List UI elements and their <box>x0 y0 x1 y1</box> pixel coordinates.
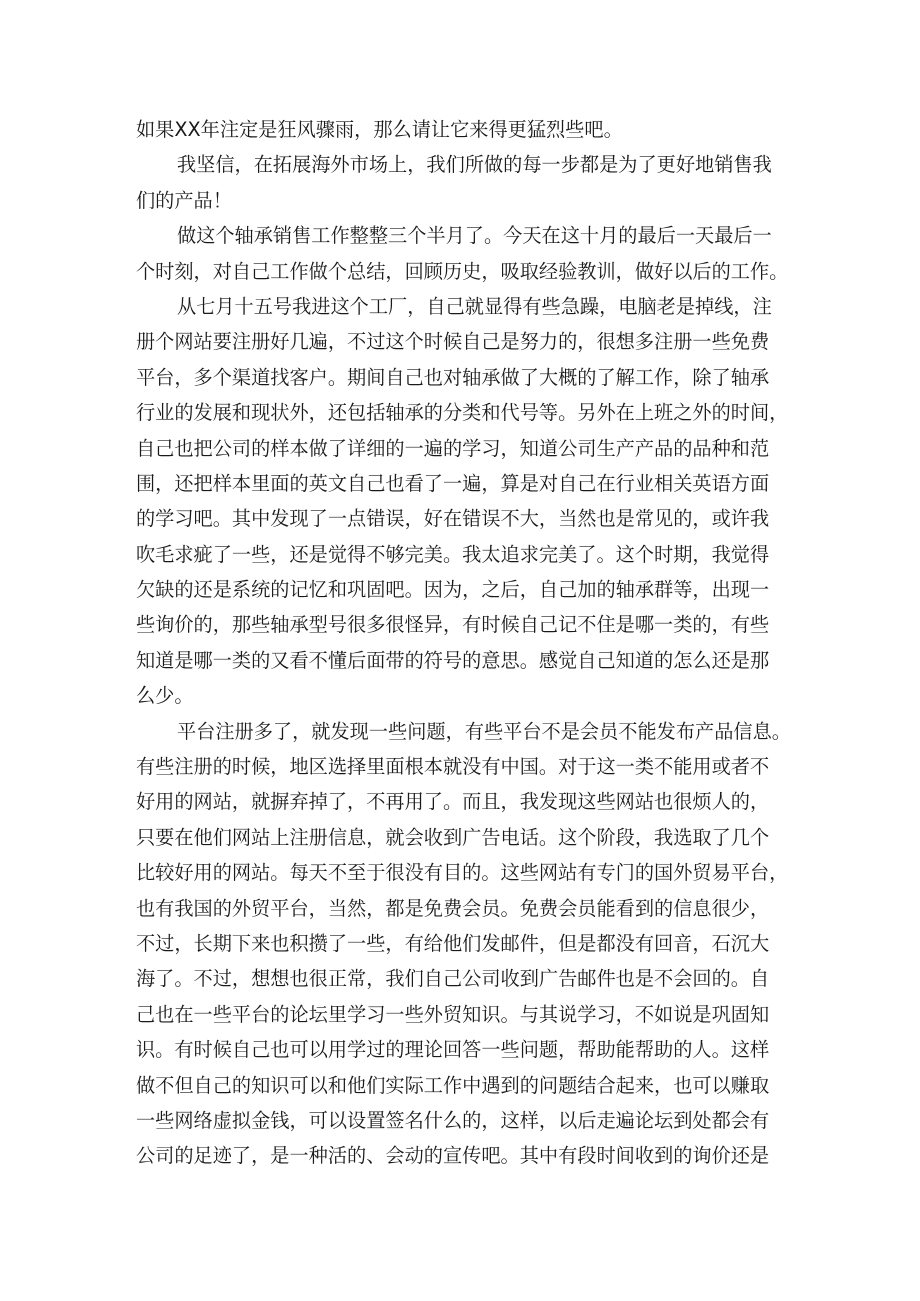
paragraph-5 <box>136 714 796 1174</box>
text-line: 海了。不过，想想也很正常，我们自己公司收到广告邮件也是不会回的。自 <box>136 967 770 991</box>
text-line: 的学习吧。其中发现了一点错误，好在错误不大，当然也是常见的，或许我 <box>136 507 770 531</box>
text-line: 个时刻，对自己工作做个总结，回顾历史，吸取经验教训，做好以后的工作。 <box>136 259 789 283</box>
text-line: 么少。 <box>136 684 194 708</box>
text-line: 如果XX年注定是狂风骤雨，那么请让它来得更猛烈些吧。 <box>136 118 623 141</box>
text-line: 册个网站要注册好几遍，不过这个时候自己是努力的，很想多注册一些免费 <box>136 330 770 354</box>
text-line: 公司的足迹了，是一种活的、会动的宣传吧。其中有段时间收到的询价还是 <box>136 1144 770 1168</box>
paragraph-3 <box>136 218 796 289</box>
text-line: 我坚信，在拓展海外市场上，我们所做的每一步都是为了更好地销售我 <box>177 153 772 177</box>
text-line: 围，还把样本里面的英文自己也看了一遍，算是对自己在行业相关英语方面 <box>136 471 770 495</box>
text-line: 好用的网站，就摒弃掉了，不再用了。而且，我发现这些网站也很烦人的， <box>136 790 770 814</box>
text-line: 识。有时候自己也可以用学过的理论回答一些问题，帮助能帮助的人。这样 <box>136 1038 770 1062</box>
text-line: 些询价的，那些轴承型号很多很怪异，有时候自己记不住是哪一类的，有些 <box>136 613 770 637</box>
text-line: 自己也把公司的样本做了详细的一遍的学习，知道公司生产产品的品种和范 <box>136 436 770 460</box>
text-line: 也有我国的外贸平台，当然，都是免费会员。免费会员能看到的信息很少， <box>136 896 770 920</box>
text-line: 做不但自己的知识可以和他们实际工作中遇到的问题结合起来，也可以赚取 <box>136 1073 770 1097</box>
text-line: 从七月十五号我进这个工厂，自己就显得有些急躁，电脑老是掉线，注 <box>177 294 772 318</box>
document-body <box>136 112 796 1174</box>
text-line: 只要在他们网站上注册信息，就会收到广告电话。这个阶段，我选取了几个 <box>136 825 770 849</box>
text-line: 知道是哪一类的又看不懂后面带的符号的意思。感觉自己知道的怎么还是那 <box>136 648 770 672</box>
text-line: 平台注册多了，就发现一些问题，有些平台不是会员不能发布产品信息。 <box>177 719 791 743</box>
text-line: 比较好用的网站。每天不至于很没有目的。这些网站有专门的国外贸易平台， <box>136 861 789 885</box>
text-line: 己也在一些平台的论坛里学习一些外贸知识。与其说学习，不如说是巩固知 <box>136 1002 770 1026</box>
text-line: 一些网络虚拟金钱，可以设置签名什么的，这样，以后走遍论坛到处都会有 <box>136 1108 770 1132</box>
paragraph-2 <box>136 147 796 218</box>
text-line: 欠缺的还是系统的记忆和巩固吧。因为，之后，自己加的轴承群等，出现一 <box>136 578 770 602</box>
text-line: 有些注册的时候，地区选择里面根本就没有中国。对于这一类不能用或者不 <box>136 755 770 779</box>
paragraph-4 <box>136 289 796 714</box>
paragraph-1 <box>136 112 796 147</box>
text-line: 们的产品！ <box>136 188 232 212</box>
text-line: 吹毛求疵了一些，还是觉得不够完美。我太追求完美了。这个时期，我觉得 <box>136 542 770 566</box>
text-line: 平台，多个渠道找客户。期间自己也对轴承做了大概的了解工作，除了轴承 <box>136 365 770 389</box>
text-line: 行业的发展和现状外，还包括轴承的分类和代号等。另外在上班之外的时间， <box>136 401 789 425</box>
text-line: 不过，长期下来也积攒了一些，有给他们发邮件，但是都没有回音，石沉大 <box>136 931 770 955</box>
text-line: 做这个轴承销售工作整整三个半月了。今天在这十月的最后一天最后一 <box>177 224 772 248</box>
